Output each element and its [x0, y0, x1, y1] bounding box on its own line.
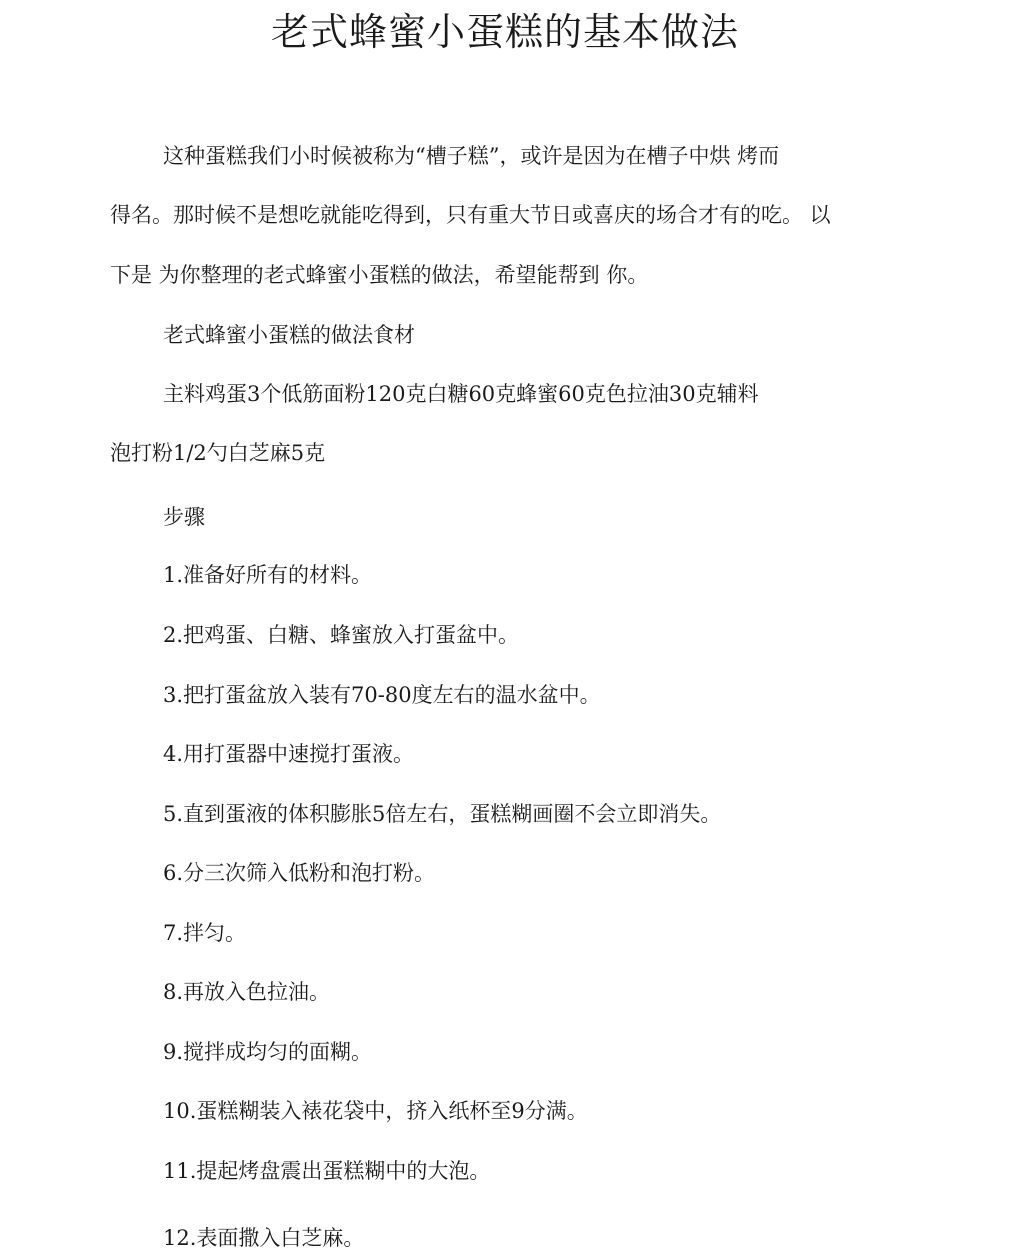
intro-line-1: 这种蛋糕我们小时候被称为“槽子糕”，或许是因为在槽子中烘 烤而	[163, 144, 780, 168]
document-title: 老式蜂蜜小蛋糕的基本做法	[270, 10, 739, 54]
ingredients-line-1: 主料鸡蛋3个低筋面粉120克白糖60克蜂蜜60克色拉油30克辅料	[163, 382, 759, 406]
step-item: 9.搅拌成均匀的面糊。	[163, 1040, 373, 1064]
steps-heading: 步骤	[163, 505, 205, 529]
step-item: 6.分三次筛入低粉和泡打粉。	[163, 861, 436, 885]
step-item: 7.拌匀。	[163, 921, 247, 945]
step-item: 8.再放入色拉油。	[163, 980, 331, 1004]
step-item: 2.把鸡蛋、白糖、蜂蜜放入打蛋盆中。	[163, 623, 520, 647]
intro-line-2: 得名。那时候不是想吃就能吃得到，只有重大节日或喜庆的场合才有的吃。 以	[110, 203, 831, 227]
step-item: 1.准备好所有的材料。	[163, 563, 373, 587]
step-item: 3.把打蛋盆放入装有70-80度左右的温水盆中。	[163, 683, 601, 707]
intro-line-3: 下是 为你整理的老式蜂蜜小蛋糕的做法，希望能帮到 你。	[110, 263, 649, 287]
step-item: 11.提起烤盘震出蛋糕糊中的大泡。	[163, 1159, 491, 1183]
step-item: 5.直到蛋液的体积膨胀5倍左右，蛋糕糊画圈不会立即消失。	[163, 802, 722, 826]
step-item: 12.表面撒入白芝麻。	[163, 1226, 365, 1250]
ingredients-line-2: 泡打粉1/2勺白芝麻5克	[110, 441, 326, 465]
ingredients-heading: 老式蜂蜜小蛋糕的做法食材	[163, 323, 415, 347]
step-item: 4.用打蛋器中速搅打蛋液。	[163, 742, 415, 766]
step-item: 10.蛋糕糊装入裱花袋中，挤入纸杯至9分满。	[163, 1099, 588, 1123]
